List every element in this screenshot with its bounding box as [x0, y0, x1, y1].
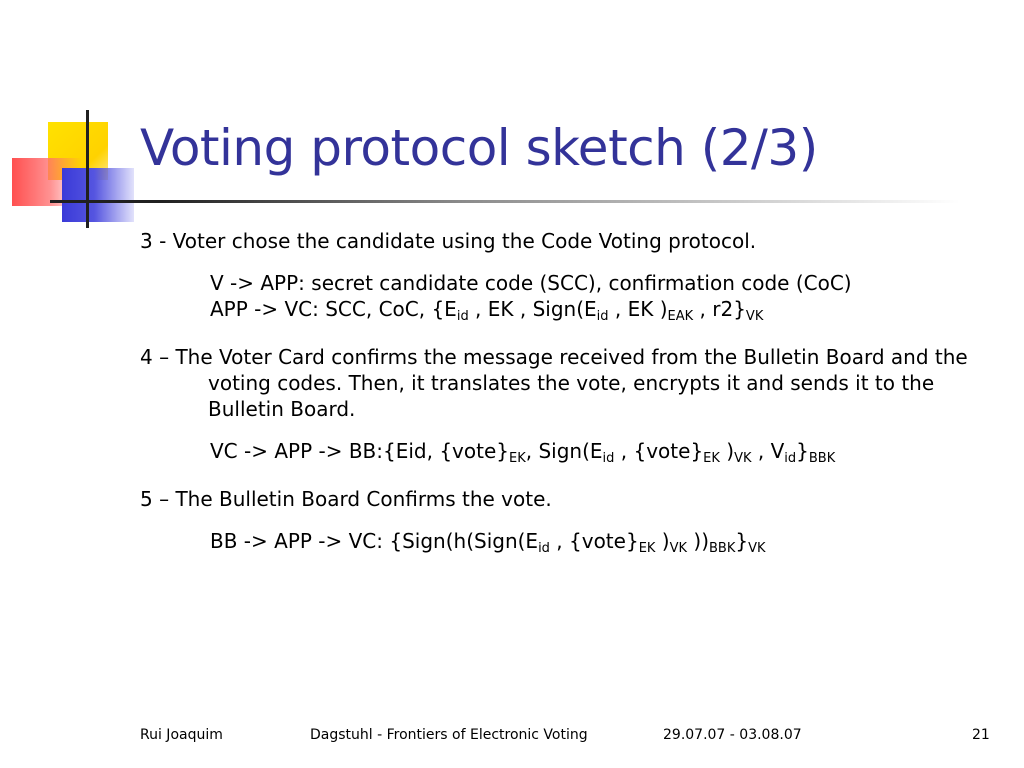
step-4-text: 4 – The Voter Card confirms the message received from the Bulletin Board and the voting codes. Then, it translates the vote, encrypts it and sends it to the Bulletin Board.: [140, 345, 968, 421]
decoration-blue-square: [62, 168, 134, 222]
title-underline-rule: [50, 200, 960, 203]
footer-event: Dagstuhl - Frontiers of Electronic Voting: [310, 727, 588, 743]
step-5-message: BB -> APP -> VC: {$Sign(h(Sign(E_{id}$ , $\{vote\}_{EK}$ )$_{VK}$ ))$_{BBK}\}_{VK}$: [210, 529, 766, 556]
footer-author: Rui Joaquim: [140, 727, 223, 743]
slide-body: [140, 228, 1000, 554]
decoration-vertical-line: [86, 110, 89, 228]
step-5-text: 5 – The Bulletin Board Confirms the vote.: [140, 487, 552, 511]
slide-title: Voting protocol sketch (2/3): [140, 119, 818, 177]
step-3-message-1: V -> APP: secret candidate code (SCC), confirmation code (CoC): [210, 271, 852, 295]
step-3-text: 3 - Voter chose the candidate using the Code Voting protocol.: [140, 229, 757, 253]
step-3-message-2: APP -> VC: SCC, CoC, {$E_{id}$ , EK , $Sign(E_{id}$ , EK )$_{EAK}$ , $r2\}_{VK}$: [210, 297, 764, 324]
footer-page-number: 21: [972, 727, 990, 743]
step-4-message: VC -> APP -> BB:{Eid, $\{vote\}_{EK}$, $Sign(E_{id}$ , $\{vote\}_{EK}$ )$_{VK}$ , $V_{id}\}_{BBK}$: [210, 439, 836, 466]
footer-date: 29.07.07 - 03.08.07: [663, 727, 802, 743]
